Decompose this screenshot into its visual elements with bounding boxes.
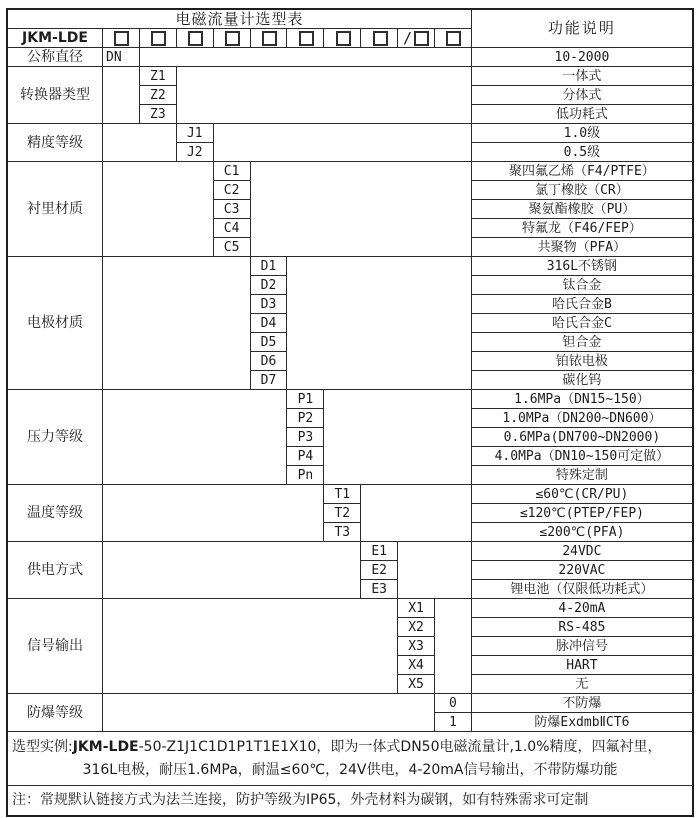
example-line1 [12,736,688,759]
selection-grid [8,10,692,732]
model-checkbox-cell [140,29,177,48]
table-note: 注：常规默认链接方式为法兰连接，防护等级为IP65，外壳材料为碳钢，如有特殊需求可定制 [12,792,589,808]
desc-cell: 一体式 [472,67,692,86]
code-cell: E2 [361,561,398,580]
code-cell: P2 [287,409,324,428]
desc-cell: 哈氏合金B [472,295,692,314]
code-cell: D7 [251,371,288,390]
code-cell: E1 [361,542,398,561]
checkbox-icon [188,31,203,46]
desc-cell: 低功耗式 [472,105,692,124]
spacer-cell [177,67,472,124]
model-checkbox-cell [361,29,398,48]
model-checkbox-cell [214,29,251,48]
spacer-cell [398,542,472,599]
code-cell: E3 [361,580,398,599]
table-title: 电磁流量计选型表 [8,10,472,29]
category-label: 温度等级 [8,485,103,542]
example-model: JKM-LDE [72,739,139,755]
model-checkbox-cell [103,29,140,48]
desc-cell: 脉冲信号 [472,637,692,656]
code-cell: DN [103,48,140,67]
code-cell: 0 [435,694,472,713]
selection-example [8,732,692,786]
code-cell: D1 [251,257,288,276]
spacer-cell [103,124,177,162]
model-checkbox-cell [398,29,435,48]
code-cell: Pn [287,466,324,485]
code-cell: D2 [251,276,288,295]
desc-cell: HART [472,656,692,675]
spacer-cell [103,694,435,732]
code-cell: D4 [251,314,288,333]
code-cell: X4 [398,656,435,675]
desc-cell: 220VAC [472,561,692,580]
spacer-cell [140,48,472,67]
desc-cell: 铂铱电极 [472,352,692,371]
code-cell: T2 [324,504,361,523]
code-cell: C2 [214,181,251,200]
desc-cell: 1.0MPa（DN200~DN600） [472,409,692,428]
model-checkbox-cell [251,29,288,48]
code-cell: X2 [398,618,435,637]
desc-cell: 分体式 [472,86,692,105]
code-cell: X5 [398,675,435,694]
desc-cell: 1.6MPa（DN15~150） [472,390,692,409]
model-checkbox-cell [324,29,361,48]
checkbox-icon [414,31,429,46]
code-cell: D3 [251,295,288,314]
desc-cell: 0.5级 [472,143,692,162]
category-label: 防爆等级 [8,694,103,732]
spacer-cell [103,67,140,124]
code-cell: X1 [398,599,435,618]
spacer-cell [214,124,472,162]
desc-cell: 4-20mA [472,599,692,618]
desc-cell: 316L不锈钢 [472,257,692,276]
category-label: 转换器类型 [8,67,103,124]
desc-cell: 钛合金 [472,276,692,295]
desc-cell: 哈氏合金C [472,314,692,333]
desc-cell: ≤60℃(CR/PU) [472,485,692,504]
code-cell: Z2 [140,86,177,105]
example-line2: 316L电极，耐压1.6MPa，耐温≤60℃，24V供电，4-20mA信号输出，不带防爆功能 [82,762,618,778]
desc-cell: 特氟龙（F46/FEP） [472,219,692,238]
desc-cell: ≤200℃(PFA) [472,523,692,542]
code-cell: T1 [324,485,361,504]
spacer-cell [103,599,398,694]
checkbox-icon [373,31,388,46]
desc-cell: 1.0级 [472,124,692,143]
desc-cell: 锂电池（仅限低功耗式） [472,580,692,599]
category-label: 公称直径 [8,48,103,67]
code-cell: D6 [251,352,288,371]
checkbox-icon [225,31,240,46]
desc-cell: 钽合金 [472,333,692,352]
category-label: 精度等级 [8,124,103,162]
code-cell: J1 [177,124,214,143]
desc-cell: ≤120℃(PTEP/FEP) [472,504,692,523]
spacer-cell [435,599,472,694]
spacer-cell [251,162,472,257]
category-label: 电极材质 [8,257,103,390]
checkbox-icon [114,31,129,46]
checkbox-icon [151,31,166,46]
spacer-cell [103,257,251,390]
spacer-cell [287,257,471,390]
model-checkbox-cell [435,29,472,48]
code-cell: C5 [214,238,251,257]
desc-cell: 聚四氟乙烯（F4/PTFE） [472,162,692,181]
code-cell: C4 [214,219,251,238]
model-label: JKM-LDE [8,29,103,48]
slash-separator: / [403,29,413,47]
spacer-cell [103,162,214,257]
spacer-cell [103,542,361,599]
category-label: 衬里材质 [8,162,103,257]
code-cell: 1 [435,713,472,732]
desc-cell: 聚氨酯橡胶（PU） [472,200,692,219]
code-cell: X3 [398,637,435,656]
code-cell: C1 [214,162,251,181]
desc-cell: 10-2000 [472,48,692,67]
model-checkbox-cell [177,29,214,48]
code-cell: T3 [324,523,361,542]
example-label: 选型实例: [12,739,73,755]
desc-cell: 碳化钨 [472,371,692,390]
checkbox-icon [299,31,314,46]
desc-cell: 氯丁橡胶（CR） [472,181,692,200]
example-rest: -50-Z1J1C1D1P1T1E1X10，即为一体式DN50电磁流量计,1.0%精度，四氟衬里， [138,739,662,755]
desc-cell: RS-485 [472,618,692,637]
desc-cell: 4.0MPa（DN10~150可定做） [472,447,692,466]
function-desc-header: 功能说明 [472,10,692,48]
checkbox-icon [446,31,461,46]
code-cell: Z1 [140,67,177,86]
checkbox-icon [336,31,351,46]
checkbox-icon [262,31,277,46]
desc-cell: 不防爆 [472,694,692,713]
desc-cell: 特殊定制 [472,466,692,485]
desc-cell: 无 [472,675,692,694]
code-cell: P3 [287,428,324,447]
flowmeter-selection-table [6,8,694,817]
category-label: 压力等级 [8,390,103,485]
category-label: 供电方式 [8,542,103,599]
spacer-cell [103,485,324,542]
desc-cell: 24VDC [472,542,692,561]
code-cell: Z3 [140,105,177,124]
code-cell: J2 [177,143,214,162]
desc-cell: 0.6MPa(DN700~DN2000) [472,428,692,447]
category-label: 信号输出 [8,599,103,694]
code-cell: C3 [214,200,251,219]
desc-cell: 共聚物（PFA） [472,238,692,257]
code-cell: D5 [251,333,288,352]
spacer-cell [103,390,287,485]
spacer-cell [324,390,472,485]
code-cell: P1 [287,390,324,409]
desc-cell: 防爆ExdmbⅡCT6 [472,713,692,732]
spacer-cell [361,485,472,542]
model-checkbox-cell [287,29,324,48]
code-cell: P4 [287,447,324,466]
